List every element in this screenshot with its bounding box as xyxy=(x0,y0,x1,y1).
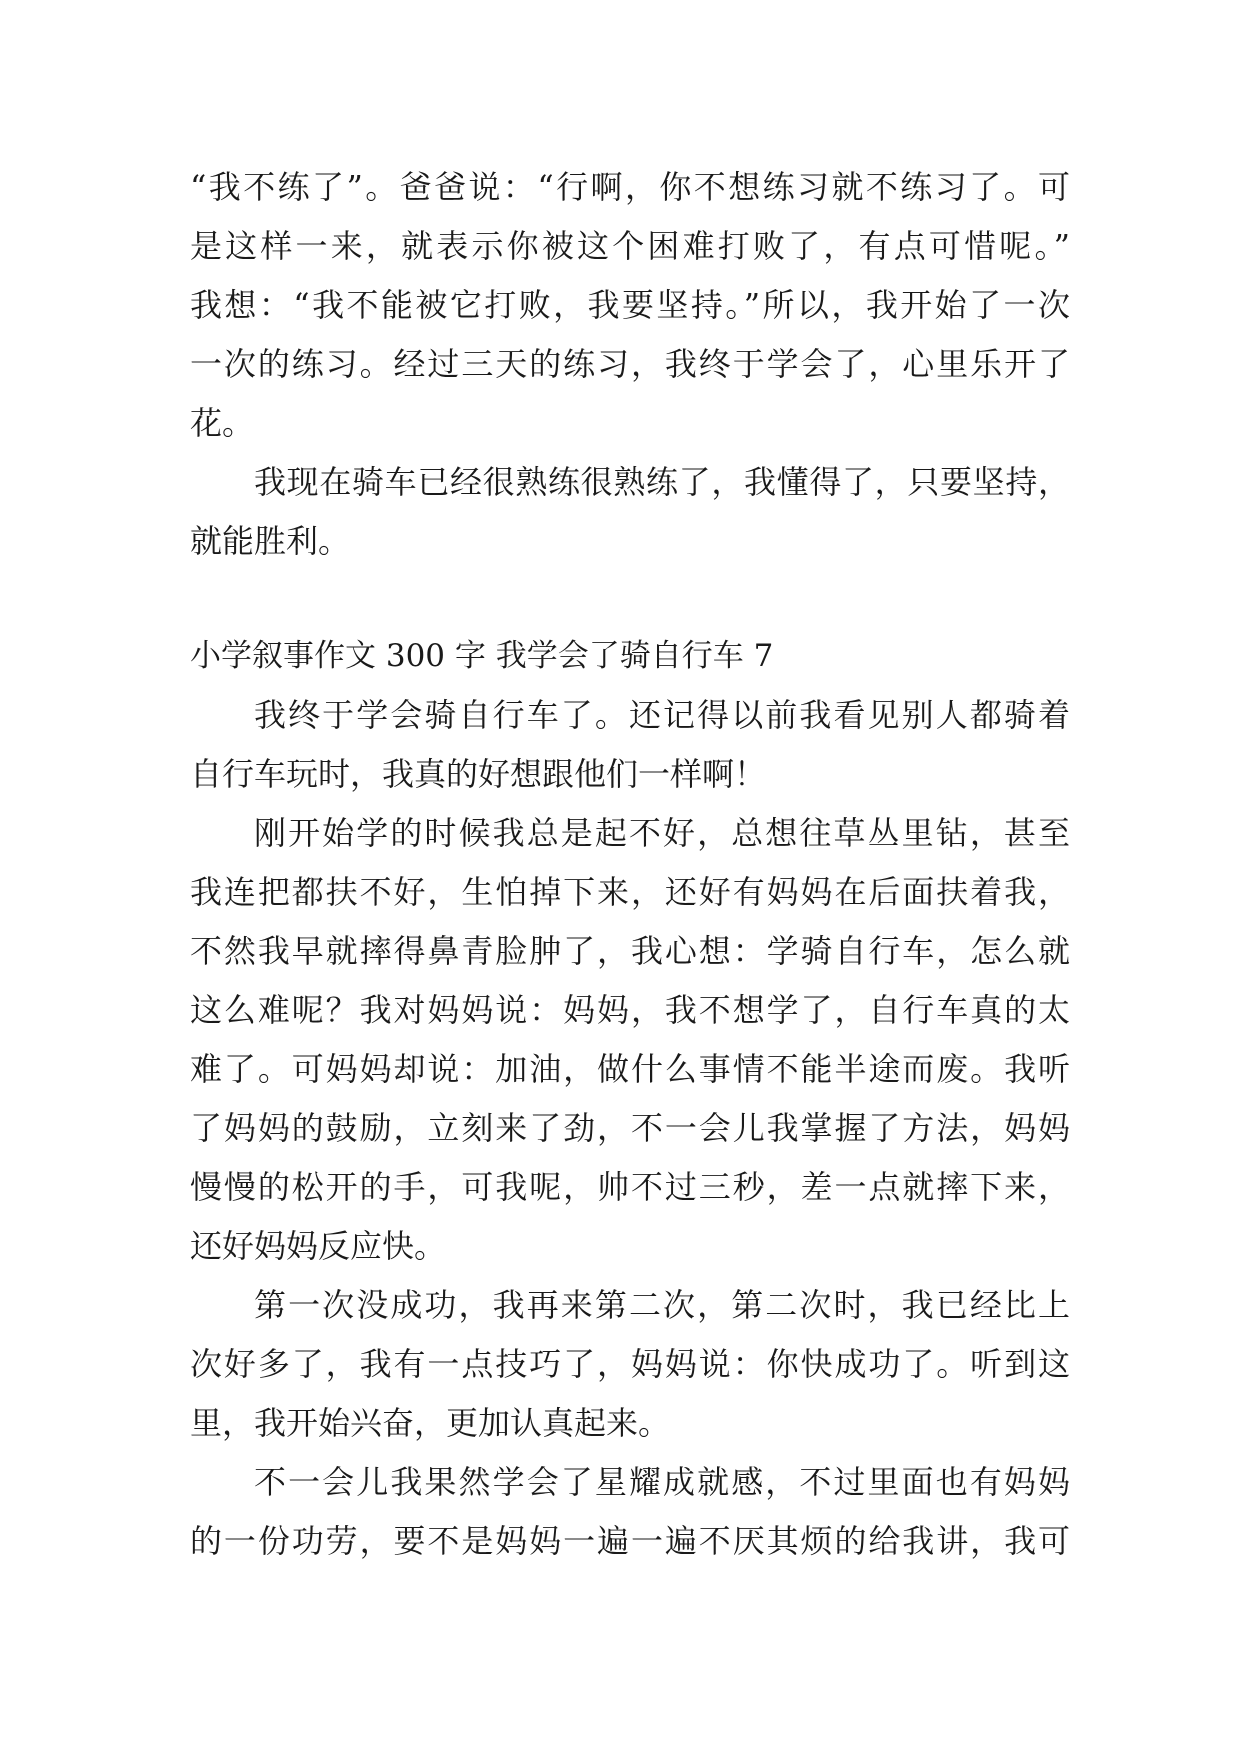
paragraph xyxy=(190,1276,1070,1453)
document-body xyxy=(190,158,1070,1571)
text-line: 的一份功劳，要不是妈妈一遍一遍不厌其烦的给我讲，我可 xyxy=(190,1522,1070,1560)
text-line: 难了。可妈妈却说：加油，做什么事情不能半途而废。我听 xyxy=(190,1050,1070,1088)
text-line: 我现在骑车已经很熟练很熟练了，我懂得了，只要坚持， xyxy=(254,463,1070,501)
paragraph xyxy=(190,804,1070,1276)
text-line: 还好妈妈反应快。 xyxy=(190,1227,447,1265)
text-line: 就能胜利。 xyxy=(190,522,351,560)
text-line: 里，我开始兴奋，更加认真起来。 xyxy=(190,1404,671,1442)
text-line: 我连把都扶不好，生怕掉下来，还好有妈妈在后面扶着我， xyxy=(190,873,1070,911)
text-line: 自行车玩时，我真的好想跟他们一样啊！ xyxy=(190,755,767,793)
section-heading: 小学叙事作文 300 字 我学会了骑自行车 7 xyxy=(190,638,774,674)
text-line: 我想：“我不能被它打败，我要坚持。”所以，我开始了一次 xyxy=(190,286,1070,324)
paragraph xyxy=(190,1453,1070,1571)
text-line: 刚开始学的时候我总是起不好，总想往草丛里钻，甚至 xyxy=(254,814,1070,852)
text-line: 慢慢的松开的手，可我呢，帅不过三秒，差一点就摔下来， xyxy=(190,1168,1070,1206)
paragraph xyxy=(190,686,1070,804)
text-line: 了妈妈的鼓励，立刻来了劲，不一会儿我掌握了方法，妈妈 xyxy=(190,1109,1070,1147)
text-line: 不然我早就摔得鼻青脸肿了，我心想：学骑自行车，怎么就 xyxy=(190,932,1070,970)
text-line: “我不练了”。爸爸说：“行啊，你不想练习就不练习了。可 xyxy=(190,168,1070,206)
text-line: 第一次没成功，我再来第二次，第二次时，我已经比上 xyxy=(254,1286,1070,1324)
text-line: 这么难呢？我对妈妈说：妈妈，我不想学了，自行车真的太 xyxy=(190,991,1070,1029)
paragraph-continuation xyxy=(190,158,1070,453)
text-line: 是这样一来，就表示你被这个困难打败了，有点可惜呢。” xyxy=(190,227,1070,265)
text-line: 一次的练习。经过三天的练习，我终于学会了，心里乐开了 xyxy=(190,345,1070,383)
text-line: 花。 xyxy=(190,404,255,442)
section-spacer xyxy=(190,571,1070,627)
text-line: 不一会儿我果然学会了星耀成就感，不过里面也有妈妈 xyxy=(254,1463,1070,1501)
text-line: 次好多了，我有一点技巧了，妈妈说：你快成功了。听到这 xyxy=(190,1345,1070,1383)
paragraph-conclusion xyxy=(190,453,1070,571)
text-line: 我终于学会骑自行车了。还记得以前我看见别人都骑着 xyxy=(254,696,1070,734)
